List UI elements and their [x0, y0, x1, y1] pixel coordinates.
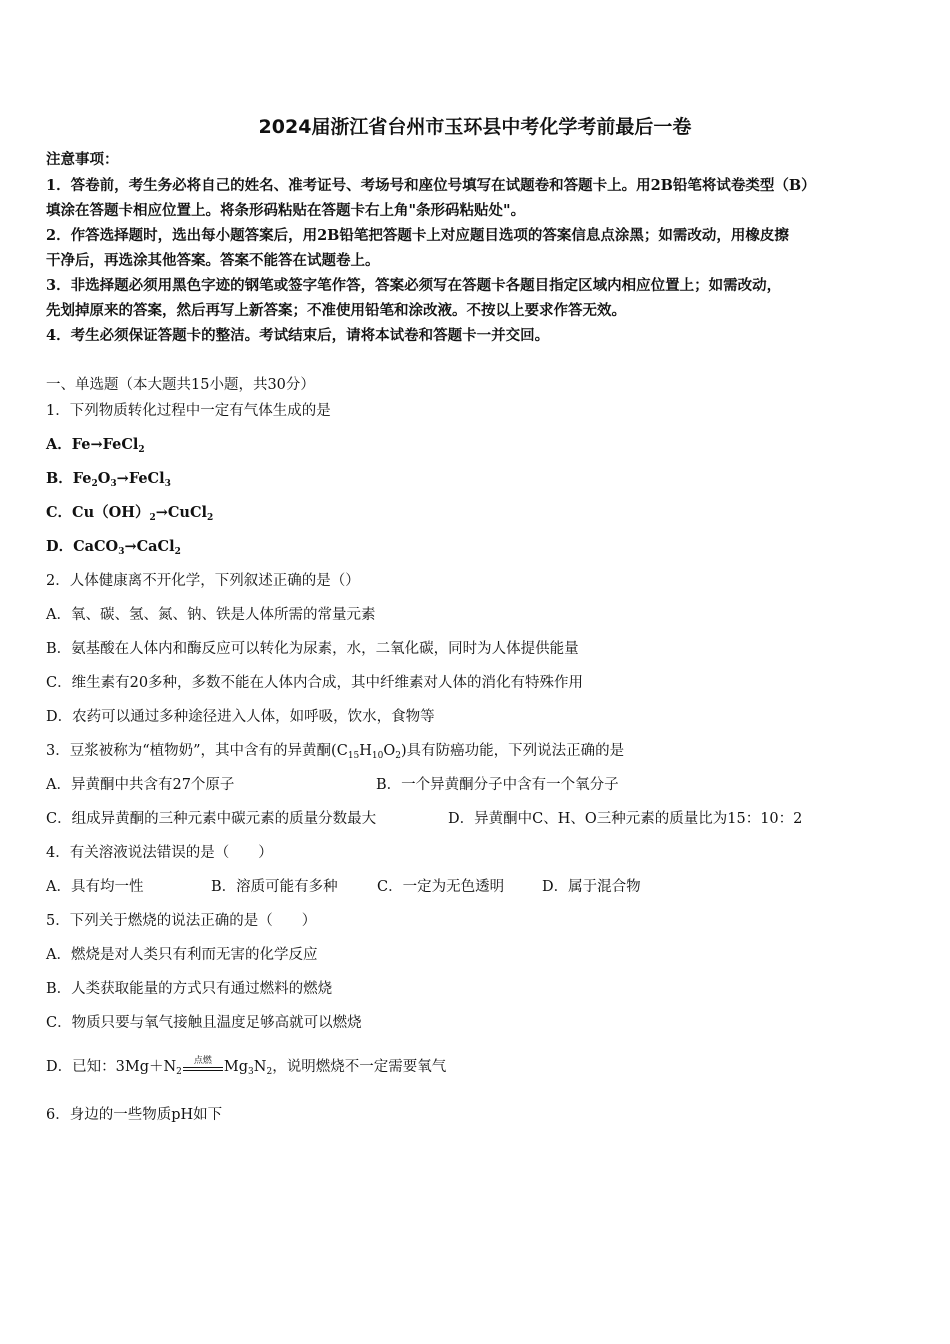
option-b: B．氨基酸在人体内和酶反应可以转化为尿素，水，二氧化碳，同时为人体提供能量 [46, 641, 579, 657]
option-label: A． [46, 436, 72, 453]
notice-heading: 注意事项： [46, 151, 119, 168]
notice-line: 4．考生必须保证答题卡的整洁。考试结束后，请将本试卷和答题卡一并交回。 [46, 327, 550, 344]
subscript: 3 [248, 1067, 254, 1077]
option-label: C． [46, 504, 73, 521]
notice-line: 干净后，再选涂其他答案。答案不能答在试题卷上。 [46, 252, 380, 269]
formula: Fe [72, 470, 92, 487]
stem-text: N [253, 1059, 267, 1075]
notice-line: 填涂在答题卡相应位置上。将条形码粘贴在答题卡右上角"条形码粘贴处"。 [46, 202, 526, 219]
option-label: B． [46, 470, 73, 487]
formula: →FeCl [116, 470, 165, 487]
option-c: C．物质只要与氧气接触且温度足够高就可以燃烧 [46, 1015, 362, 1031]
subscript: 2 [138, 445, 145, 455]
notice-line: 2．作答选择题时，选出每小题答案后，用2B铅笔把答题卡上对应题目选项的答案信息点涂黑；如需改动，用橡皮擦 [46, 227, 789, 244]
question-stem [46, 741, 910, 766]
subscript: 2 [266, 1067, 273, 1077]
option-b: B．一个异黄酮分子中含有一个氧分子 [376, 777, 619, 793]
subscript: 2 [174, 547, 181, 557]
option-a: A．燃烧是对人类只有利而无害的化学反应 [46, 947, 318, 963]
option-a: A．具有均一性 [46, 879, 144, 895]
stem-text: Mg [223, 1059, 249, 1075]
option-label: D． [46, 538, 74, 555]
question-stem: 5．下列关于燃烧的说法正确的是（ ） [46, 913, 317, 929]
reaction-condition-arrow [183, 1057, 223, 1077]
option-b [46, 469, 910, 494]
subscript: 2 [395, 751, 401, 761]
option-c: C．维生素有20多种，多数不能在人体内合成，其中纤维素对人体的消化有特殊作用 [46, 675, 584, 691]
option-c [46, 503, 910, 528]
section-heading: 一、单选题（本大题共15小题，共30分） [46, 377, 315, 393]
stem-text: ，说明燃烧不一定需要氧气 [272, 1059, 447, 1075]
question-stem: 6．身边的一些物质pH如下 [46, 1107, 223, 1123]
subscript: 10 [371, 751, 384, 761]
formula: →CaCl [124, 538, 175, 555]
notice-line: 先划掉原来的答案，然后再写上新答案；不准使用铅笔和涂改液。不按以上要求作答无效。 [46, 302, 626, 319]
subscript: 2 [91, 479, 98, 489]
option-d [46, 1057, 910, 1082]
option-b: B．人类获取能量的方式只有通过燃料的燃烧 [46, 981, 333, 997]
option-c: C．一定为无色透明 [377, 879, 505, 895]
page-title: 2024届浙江省台州市玉环县中考化学考前最后一卷 [258, 116, 692, 138]
formula: Fe→FeCl [71, 436, 139, 453]
option-d: D．属于混合物 [542, 879, 641, 895]
option-c: C．组成异黄酮的三种元素中碳元素的质量分数最大 [46, 811, 377, 827]
option-d: D．农药可以通过多种途径进入人体，如呼吸，饮水，食物等 [46, 709, 435, 725]
subscript: 2 [176, 1067, 182, 1077]
formula: O [97, 470, 111, 487]
option-d: D．异黄酮中C、H、O三种元素的质量比为15：10：2 [448, 811, 803, 827]
formula: Cu（OH） [72, 504, 150, 521]
formula: →CuCl [155, 504, 208, 521]
stem-text: 3．豆浆被称为“植物奶”，其中含有的异黄酮(C [46, 743, 348, 759]
question-stem: 1．下列物质转化过程中一定有气体生成的是 [46, 403, 331, 419]
stem-text: O [383, 743, 396, 759]
subscript: 2 [149, 513, 156, 523]
option-b: B．溶质可能有多种 [211, 879, 338, 895]
subscript: 3 [164, 479, 171, 489]
option-a: A．异黄酮中共含有27个原子 [46, 777, 235, 793]
subscript: 3 [118, 547, 125, 557]
subscript: 3 [110, 479, 117, 489]
stem-text: D．已知：3Mg＋N [46, 1059, 177, 1075]
notice-line: 3．非选择题必须用黑色字迹的钢笔或签字笔作答，答案必须写在答题卡各题目指定区域内相应位置上；如需改动， [46, 277, 782, 294]
question-stem: 4．有关溶液说法错误的是（ ） [46, 845, 273, 861]
option-a: A．氧、碳、氢、氮、钠、铁是人体所需的常量元素 [46, 607, 376, 623]
option-a [46, 435, 910, 460]
subscript: 2 [207, 513, 214, 523]
question-stem: 2．人体健康离不开化学，下列叙述正确的是（） [46, 573, 360, 589]
subscript: 15 [347, 751, 360, 761]
notice-line: 1．答卷前，考生务必将自己的姓名、准考证号、考场号和座位号填写在试题卷和答题卡上。用2B铅笔将试卷类型（B） [46, 177, 816, 194]
option-d [46, 537, 910, 562]
formula: CaCO [73, 538, 119, 555]
condition-label: 点燃 [193, 1056, 212, 1066]
stem-text: H [359, 743, 372, 759]
stem-text: )具有防癌功能，下列说法正确的是 [401, 743, 625, 759]
